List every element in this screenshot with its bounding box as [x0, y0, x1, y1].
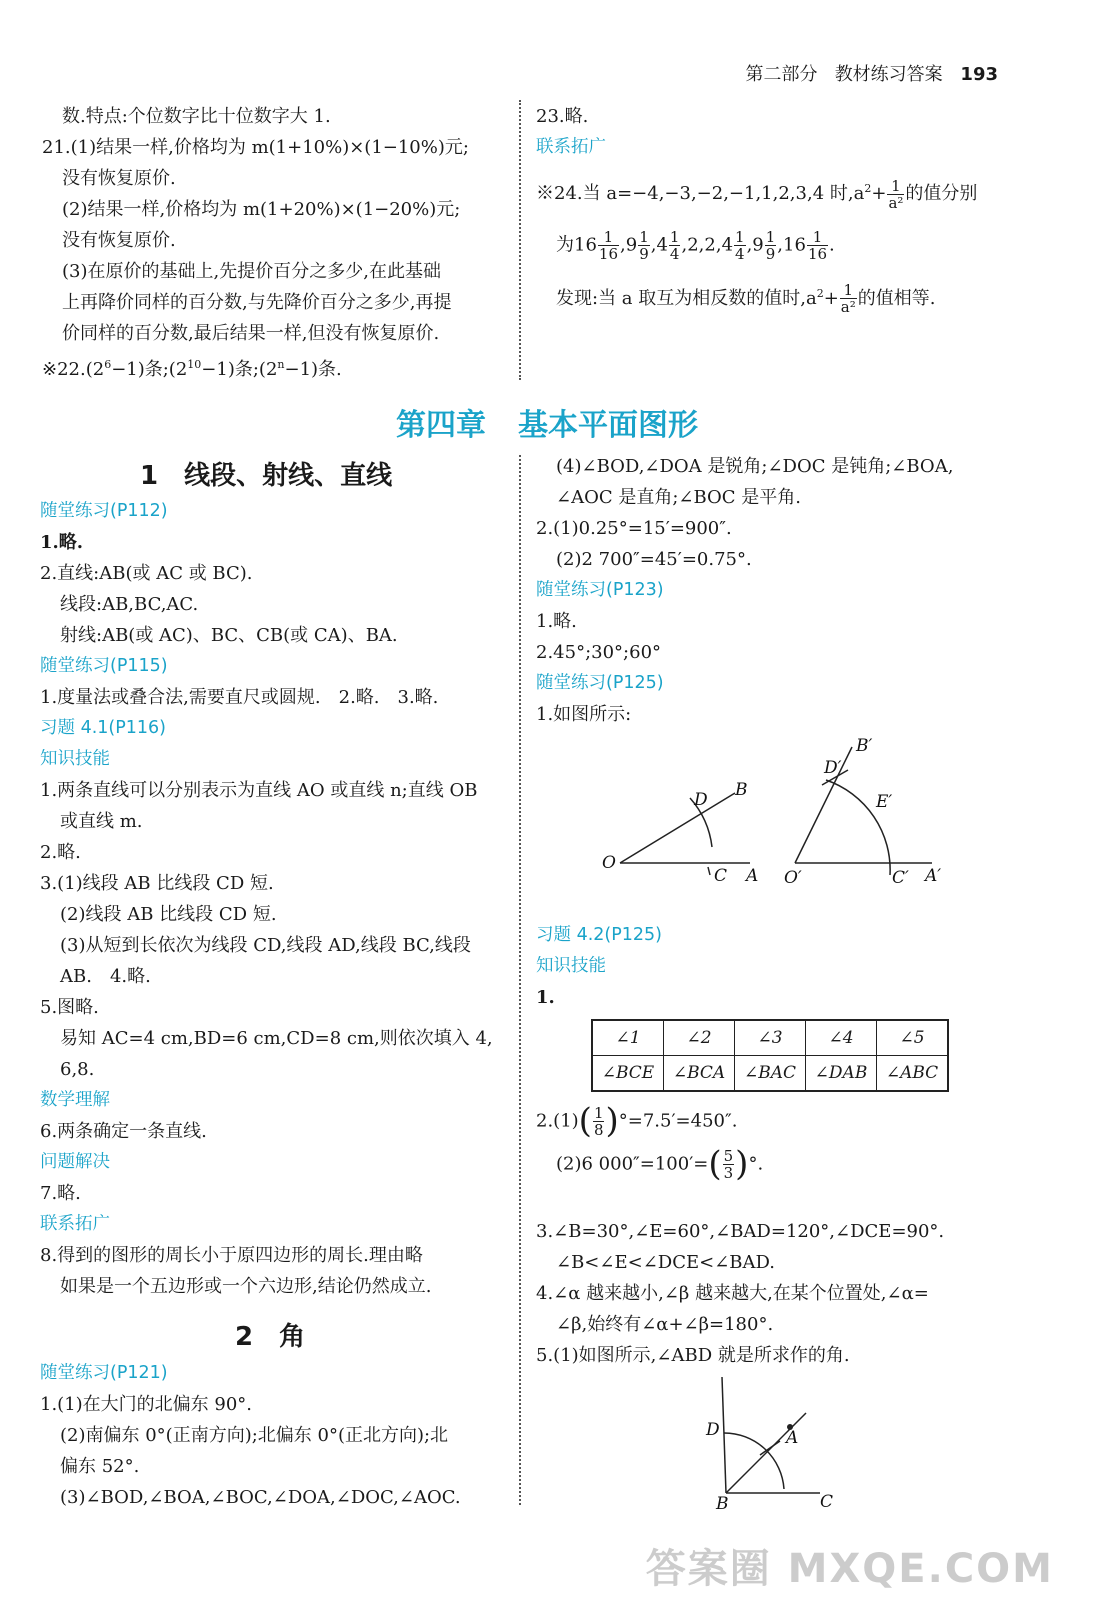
arc: [724, 1433, 784, 1489]
label-B2: B′: [856, 736, 873, 756]
page-header: [746, 60, 998, 86]
label-O: O: [602, 853, 616, 873]
top-left-answers: [42, 101, 512, 385]
table-cell: ∠BCA: [664, 1056, 735, 1092]
q2-1: 2.(1)( $\frac{1}{8}$ )°=7.5′=450″.: [536, 1101, 738, 1141]
section-label: 随堂练习(P112): [40, 501, 168, 521]
text-line: 5.图略.: [40, 997, 99, 1018]
ray-OB: [620, 793, 735, 863]
chapter-title: 第四章 基本平面图形: [396, 408, 698, 443]
text-line: 射线:AB(或 AC)、BC、CB(或 CA)、BA.: [60, 625, 398, 646]
section-label: 习题 4.1(P116): [40, 718, 167, 738]
section-label: 随堂练习(P123): [536, 580, 664, 600]
table-row: [592, 1020, 948, 1056]
angle-table: [591, 1019, 949, 1092]
text-line: 1.如图所示:: [536, 704, 632, 725]
text-line: ∠B<∠E<∠DCE<∠BAD.: [556, 1252, 776, 1273]
text-line: 1.度量法或叠合法,需要直尺或圆规. 2.略. 3.略.: [40, 687, 439, 708]
column-divider: [519, 100, 521, 380]
text-line: 2.直线:AB(或 AC 或 BC).: [40, 563, 253, 584]
text-line: 8.得到的图形的周长小于原四边形的周长.理由略: [40, 1245, 423, 1266]
section-title-1: 1 线段、射线、直线: [140, 461, 393, 491]
section-label: 随堂练习(P121): [40, 1363, 168, 1383]
text-line: (2)结果一样,价格均为 m(1+20%)×(1−20%)元;: [62, 199, 461, 220]
table-cell: ∠DAB: [806, 1056, 877, 1092]
text-line: (3)在原价的基础上,先提价百分之多少,在此基础: [62, 261, 441, 282]
table-cell: ∠1: [592, 1020, 664, 1056]
text-line: 1.略.: [536, 611, 577, 632]
text-line: (2)2 700″=45′=0.75°.: [556, 549, 752, 570]
section-label: 随堂练习(P115): [40, 656, 168, 676]
text-line: 1.略.: [40, 532, 84, 553]
label-C: C: [714, 866, 728, 886]
text-line: 5.(1)如图所示,∠ABD 就是所求作的角.: [536, 1345, 850, 1366]
right-bottom: [536, 1216, 1016, 1371]
text-line: 21.(1)结果一样,价格均为 m(1+10%)×(1−10%)元;: [42, 137, 469, 158]
label-A: A: [746, 866, 759, 886]
label-D: D: [694, 790, 708, 810]
q2-2: (2)6 000″=100′=( $\frac{5}{3}$ )°.: [556, 1144, 764, 1184]
label-D: D: [706, 1420, 720, 1440]
section-label: 问题解决: [40, 1152, 110, 1172]
table-cell: ∠BAC: [735, 1056, 806, 1092]
section-label: 知识技能: [536, 956, 606, 976]
text-line: 2.(1)0.25°=15′=900″.: [536, 518, 732, 539]
top-right-answers: [536, 101, 1016, 315]
q22-line: $※22.(2^6-1)$条$;(2^{10}-1)$条$;(2^n-1)$条.: [42, 358, 342, 380]
text-line: 4.∠α 越来越小,∠β 越来越大,在某个位置处,∠α=: [536, 1283, 929, 1304]
text-line: (4)∠BOD,∠DOA 是锐角;∠DOC 是钝角;∠BOA,: [556, 456, 954, 477]
text-line: ∠AOC 是直角;∠BOC 是平角.: [556, 487, 802, 508]
text-line: (2)线段 AB 比线段 CD 短.: [60, 904, 277, 925]
label-D2: D′: [824, 758, 842, 778]
section-label: 联系拓广: [40, 1214, 110, 1234]
q24-line: ※24.当 a=−4,−3,−2,−1,1,2,3,4 时$,a^2+$ $\frac{1}{\text{a²}}$ 的值分别: [536, 176, 978, 212]
table-row: [592, 1056, 948, 1092]
label-A2: A′: [925, 866, 942, 886]
label-B: B: [735, 780, 748, 800]
label-A: A: [786, 1428, 799, 1448]
text-line: 没有恢复原价.: [62, 168, 176, 189]
text-line: (3)从短到长依次为线段 CD,线段 AD,线段 BC,线段: [60, 935, 471, 956]
figure-angle-abd: [700, 1375, 850, 1515]
left-column: [40, 496, 510, 1302]
label-O2: O′: [784, 868, 802, 888]
page-number: 193: [960, 64, 998, 85]
text-line: 没有恢复原价.: [62, 230, 176, 251]
table-cell: ∠ABC: [877, 1056, 949, 1092]
section-label: 联系拓广: [536, 137, 606, 157]
text-line: 上再降价同样的百分数,与先降价百分之多少,再提: [62, 292, 452, 313]
section-label: 数学理解: [40, 1090, 110, 1110]
section-label: 知识技能: [40, 749, 110, 769]
section-title-2: 2 角: [235, 1322, 306, 1352]
q23: 23.略.: [536, 106, 589, 127]
text-line: 偏东 52°.: [60, 1456, 140, 1477]
table-cell: ∠4: [806, 1020, 877, 1056]
column-divider: [519, 455, 521, 1505]
text-line: 1.两条直线可以分别表示为直线 AO 或直线 n;直线 OB: [40, 780, 478, 801]
text-line: 3.∠B=30°,∠E=60°,∠BAD=120°,∠DCE=90°.: [536, 1221, 945, 1242]
arc-tick: [708, 867, 710, 875]
label-B: B: [716, 1494, 729, 1514]
q2-answers: [536, 1101, 1016, 1184]
watermark: 答案圈 MXQE.COM: [645, 1546, 1054, 1592]
q24-discovery: 发现:当 a 取互为相反数的值时$,a^2+$ $\frac{1}{\text{a²}}$ 的值相等.: [556, 281, 936, 316]
right-column: [536, 451, 1016, 730]
text-line: 价同样的百分数,最后结果一样,但没有恢复原价.: [62, 323, 440, 344]
text-line: ∠β,始终有∠α+∠β=180°.: [556, 1314, 774, 1335]
line-BD: [722, 1377, 726, 1493]
text-line: 易知 AC=4 cm,BD=6 cm,CD=8 cm,则依次填入 4,: [60, 1028, 493, 1049]
table-cell: ∠2: [664, 1020, 735, 1056]
left-column-2: [40, 1358, 510, 1513]
text-line: 数.特点:个位数字比十位数字大 1.: [62, 106, 331, 127]
text-line: 6.两条确定一条直线.: [40, 1121, 207, 1142]
label-E2: E′: [876, 792, 893, 812]
label-C: C: [820, 1492, 834, 1512]
text-line: 或直线 m.: [60, 811, 143, 832]
line-BA: [726, 1413, 806, 1493]
section-label: 随堂练习(P125): [536, 673, 664, 693]
table-cell: ∠5: [877, 1020, 949, 1056]
right-mid: [536, 920, 1016, 1013]
text-line: (3)∠BOD,∠BOA,∠BOC,∠DOA,∠DOC,∠AOC.: [60, 1487, 461, 1508]
text-line: 6,8.: [60, 1059, 95, 1080]
text-line: 1.(1)在大门的北偏东 90°.: [40, 1394, 253, 1415]
q24-values: 为16 $\frac{1}{16}$ ,9 $\frac{1}{9}$ ,4 $\frac{1}{4}$ ,2,2,4 $\frac{1}{4}$ ,9 $\frac{1}{9}$ ,16 $\frac{1}{16}$ .: [556, 227, 835, 263]
text-line: 线段:AB,BC,AC.: [60, 594, 199, 615]
text-line: 7.略.: [40, 1183, 81, 1204]
text-line: 2.略.: [40, 842, 81, 863]
text-line: AB. 4.略.: [60, 966, 151, 987]
text-line: (2)南偏东 0°(正南方向);北偏东 0°(正北方向);北: [60, 1425, 449, 1446]
table-cell: ∠3: [735, 1020, 806, 1056]
header-part: 第二部分: [745, 64, 818, 85]
text-line: 3.(1)线段 AB 比线段 CD 短.: [40, 873, 274, 894]
text-line: 1.: [536, 987, 555, 1008]
figure-angle-copy: [590, 735, 950, 895]
header-title: 教材练习答案: [834, 64, 943, 85]
text-line: 2.45°;30°;60°: [536, 642, 662, 663]
label-C2: C′: [892, 868, 909, 888]
table-cell: ∠BCE: [592, 1056, 664, 1092]
text-line: 如果是一个五边形或一个六边形,结论仍然成立.: [60, 1276, 432, 1297]
section-label: 习题 4.2(P125): [536, 925, 663, 945]
